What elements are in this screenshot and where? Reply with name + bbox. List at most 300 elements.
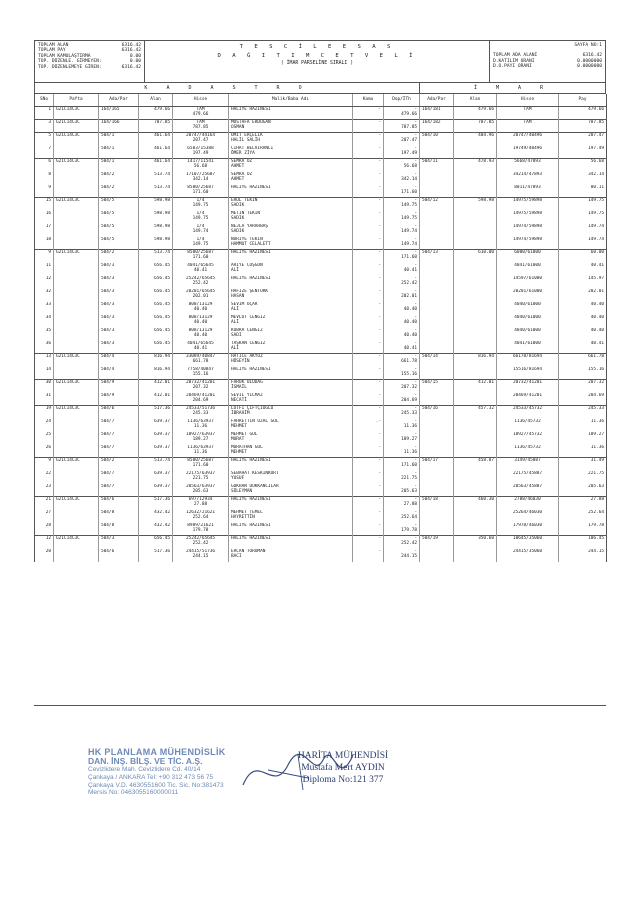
dop-value: 207.32: [401, 385, 417, 391]
cell-kamu: -: [353, 315, 384, 328]
cell-imar-hisse: 25264/46030: [497, 510, 559, 523]
hisse-area: 207.32: [192, 385, 209, 391]
cell-malik: [229, 380, 353, 393]
dop-value: 155.16: [401, 371, 417, 377]
father-name: MEHMET: [231, 449, 247, 455]
cell-empty: [454, 302, 497, 315]
cell-alan: 432.42: [139, 523, 173, 536]
cell-empty: [420, 445, 454, 458]
cell-imar-ada-parsel: 164/181: [420, 107, 454, 120]
cell-alan: 461.64: [139, 146, 173, 159]
father-name: HAYRETTİN: [231, 514, 255, 520]
owner-name: HALİYE HAZİNESİ: [231, 497, 271, 502]
cell-kamu: -: [353, 120, 384, 133]
hisse-area: 479.66: [192, 112, 209, 118]
cell-pay: 11.36: [559, 445, 607, 458]
cell-ada-parsel: 164/165: [99, 107, 139, 120]
cell-empty: [420, 419, 454, 432]
cell-sno: 28: [35, 523, 54, 536]
owner-name: EROL TEKİN: [231, 198, 258, 203]
cell-kamu: -: [353, 107, 384, 120]
owner-name: ERCAN TOROMAN: [231, 548, 266, 554]
cell-ada-parsel: 504/7: [99, 445, 139, 458]
cell-empty: [420, 367, 454, 380]
header-total-label: TOP. DÜZENLE. GİRMEYEN:: [38, 59, 102, 65]
cell-empty: [454, 484, 497, 497]
cell-sno: 9: [35, 458, 54, 471]
cell-hisse: [173, 536, 229, 549]
cell-alan: 513.74: [139, 250, 173, 263]
cell-kamu: -: [353, 289, 384, 302]
dop-dash: -: [414, 327, 417, 333]
cell-dop: [384, 419, 420, 432]
hisse-area: 149.75: [192, 203, 209, 209]
cell-pay: 197.49: [559, 146, 607, 159]
company-stamp-tax: Çankaya V.D. 4630551600 Tic. Sic. No:381473: [88, 781, 224, 789]
cell-imar-hisse: 22175/45887: [497, 471, 559, 484]
dop-dash: -: [414, 171, 417, 177]
cell-hisse: [173, 263, 229, 276]
cell-alan: 412.01: [139, 393, 173, 406]
header-total-row: [38, 65, 141, 70]
cell-sno: 9: [35, 185, 54, 198]
cell-pafta: [54, 211, 99, 224]
table-row: [35, 328, 607, 341]
owner-name: CİHAT BELVİRANLI: [231, 145, 274, 151]
hisse-fraction: 697/12934: [188, 497, 213, 502]
cell-kamu: -: [353, 198, 384, 211]
hisse-area: 787.85: [192, 125, 209, 131]
table-row: [35, 302, 607, 315]
cell-ada-parsel: 504/8: [99, 523, 139, 536]
cell-pafta: [54, 484, 99, 497]
cell-pay: 245.33: [559, 406, 607, 419]
cell-hisse: [173, 211, 229, 224]
owner-name: METİN TEKİN: [231, 210, 261, 216]
header-right-value: 6316.42: [582, 53, 602, 59]
cell-empty: [454, 224, 497, 237]
cell-ada-parsel: 504/2: [99, 250, 139, 263]
cell-hisse: [173, 224, 229, 237]
hisse-area: 27.88: [193, 502, 208, 508]
subtitle: ( İMAR PARSELİNE SIRALI ): [280, 61, 354, 66]
hisse-fraction: 1136/63937: [187, 444, 214, 450]
cell-alan: 639.37: [139, 432, 173, 445]
cell-empty: [454, 510, 497, 523]
cell-malik: [229, 471, 353, 484]
column-header: Pay: [559, 94, 607, 107]
father-name: ALİ: [231, 306, 239, 312]
cell-sno: 14: [35, 367, 54, 380]
cell-imar-hisse: 14975/59898: [497, 198, 559, 211]
cell-malik: [229, 458, 353, 471]
dop-value: 171.60: [401, 189, 417, 195]
engineer-diploma: Diploma No:121 377: [302, 775, 384, 785]
cell-ada-parsel: 504/3: [99, 289, 139, 302]
cell-pafta: G21C14C3C: [54, 354, 99, 367]
dop-dash: -: [414, 392, 417, 398]
hisse-fraction: 8580/25687: [187, 458, 214, 463]
cell-kamu: -: [353, 380, 384, 393]
cell-malik: [229, 432, 353, 445]
cell-ada-parsel: 504/5: [99, 224, 139, 237]
engineer-name: Mustafa Mert AYDIN: [301, 763, 385, 773]
dop-value: 202.01: [401, 293, 417, 299]
company-stamp-mersis: Mersis No: 0463055160000011: [88, 789, 179, 797]
cell-kamu: -: [353, 510, 384, 523]
cell-alan: 479.66: [139, 107, 173, 120]
cell-dop: [384, 445, 420, 458]
cell-pafta: [54, 224, 99, 237]
dop-value: 252.42: [401, 280, 417, 286]
cell-malik: [229, 120, 353, 133]
hisse-area: 149.75: [192, 215, 209, 221]
company-stamp-type: DAN. İNŞ. BİLŞ. VE TİC. A.Ş.: [88, 756, 203, 766]
header-total-label: TOPLAM KAMULAŞTIRMA: [38, 53, 91, 59]
cell-imar-hisse: 20563/45887: [497, 484, 559, 497]
hisse-fraction: 12632/21621: [185, 509, 216, 515]
cell-hisse: [173, 198, 229, 211]
cell-pafta: G21C14C3C: [54, 133, 99, 146]
cell-sno: 9: [35, 250, 54, 263]
cell-malik: [229, 484, 353, 497]
cell-pafta: [54, 146, 99, 159]
cell-empty: [420, 510, 454, 523]
cell-kamu: -: [353, 341, 384, 354]
cell-pafta: G21C14C3C: [54, 380, 99, 393]
cell-pay: 787.85: [559, 120, 607, 133]
cell-pafta: [54, 432, 99, 445]
cell-sno: 26: [35, 445, 54, 458]
cell-kamu: -: [353, 263, 384, 276]
hisse-fraction: 1/4: [196, 223, 205, 229]
father-name: SÜLEYMAN: [231, 488, 253, 494]
father-name: HAMMUT CELALETT: [231, 241, 271, 247]
cell-kamu: -: [353, 328, 384, 341]
cell-ada-parsel: 504/6: [99, 497, 139, 510]
cell-imar-hisse: 10645/35060: [497, 536, 559, 549]
dop-value: 179.78: [401, 527, 417, 533]
cell-alan: 598.98: [139, 237, 173, 250]
father-name: HASAN: [231, 293, 245, 299]
cell-malik: [229, 159, 353, 172]
hisse-area: 11.36: [193, 449, 208, 455]
cell-pafta: [54, 445, 99, 458]
column-header: Ada/Par: [99, 94, 139, 107]
father-name: YUSUF: [231, 475, 245, 481]
cell-malik: [229, 250, 353, 263]
cell-ada-parsel: 504/4: [99, 354, 139, 367]
dop-value: 171.60: [401, 463, 417, 469]
table-row: [35, 211, 607, 224]
cell-imar-hisse: 19749/40496: [497, 146, 559, 159]
header-right-totals: [490, 41, 605, 82]
cell-kamu: -: [353, 523, 384, 536]
cell-malik: [229, 263, 353, 276]
cell-hisse: [173, 250, 229, 263]
dop-value: 197.49: [401, 150, 417, 156]
cell-kamu: -: [353, 367, 384, 380]
cell-dop: [384, 198, 420, 211]
cell-dop: [384, 107, 420, 120]
cell-empty: [454, 341, 497, 354]
cell-malik: [229, 198, 353, 211]
section-kadastro: K A D A S T R O: [35, 83, 420, 93]
hisse-fraction: 24533/51736: [185, 406, 216, 411]
header-right-row: [493, 64, 602, 69]
cell-sno: 22: [35, 471, 54, 484]
header-right-label: D.KATILIM ORANI: [493, 58, 535, 64]
cell-sno: 11: [35, 263, 54, 276]
hisse-fraction: 1417/11541: [187, 159, 214, 164]
header-total-label: TOPLAM ALAN: [38, 43, 69, 48]
cell-malik: [229, 276, 353, 289]
cell-empty: [420, 211, 454, 224]
cell-alan: 517.36: [139, 497, 173, 510]
cell-pay: 149.74: [559, 224, 607, 237]
section-imar: İ M A R: [473, 85, 552, 91]
father-name: SADI: [231, 332, 242, 338]
cell-alan: 639.37: [139, 484, 173, 497]
cell-kamu: -: [353, 393, 384, 406]
cell-imar-hisse: TAM: [497, 107, 559, 120]
cell-hisse: [173, 146, 229, 159]
dop-value: 40.41: [403, 345, 417, 351]
cell-hisse: [173, 471, 229, 484]
cell-imar-hisse: 14975/59898: [497, 211, 559, 224]
column-header: Hisse: [497, 94, 559, 107]
cell-alan: 656.45: [139, 341, 173, 354]
father-name: AHMET: [231, 176, 245, 182]
dop-value: 149.74: [401, 228, 417, 234]
owner-name: MUSTAFA ERDOĞAN: [231, 120, 271, 125]
dop-dash: -: [414, 536, 417, 541]
cell-alan: 656.45: [139, 302, 173, 315]
cell-empty: [420, 328, 454, 341]
hisse-fraction: 8580/25687: [187, 184, 214, 190]
cell-kamu: -: [353, 302, 384, 315]
hisse-area: 661.78: [192, 359, 209, 365]
engineer-stamp: [278, 750, 408, 786]
cell-empty: [420, 432, 454, 445]
cell-alan: 513.74: [139, 458, 173, 471]
cell-hisse: [173, 302, 229, 315]
hisse-area: 179.78: [192, 527, 209, 533]
cell-imar-hisse: 24415/35060: [497, 549, 559, 562]
father-name: SADIK: [231, 228, 245, 234]
cell-imar-hisse: 18927/45732: [497, 432, 559, 445]
cell-sno: 8: [35, 172, 54, 185]
hisse-fraction: 4041/65645: [187, 340, 214, 346]
hisse-fraction: 33089/40847: [185, 354, 216, 359]
cell-dop: [384, 497, 420, 510]
owner-name: HALİYE HAZİNESİ: [231, 107, 271, 112]
cell-sno: 5: [35, 133, 54, 146]
cell-hisse: [173, 432, 229, 445]
cell-sno: 33: [35, 302, 54, 315]
cell-pay: 661.78: [559, 354, 607, 367]
cell-malik: [229, 510, 353, 523]
page-number: SAYFA NO:1: [574, 43, 602, 48]
cell-malik: [229, 406, 353, 419]
cell-pay: 189.27: [559, 432, 607, 445]
cell-imar-hisse: 3149/45887: [497, 458, 559, 471]
table-row: [35, 146, 607, 159]
cell-sno: 32: [35, 289, 54, 302]
hisse-fraction: 1/4: [196, 210, 205, 216]
cell-kamu: -: [353, 484, 384, 497]
table-row: [35, 185, 607, 198]
cell-alan: 656.45: [139, 315, 173, 328]
header-total-value: 6316.42: [121, 64, 141, 70]
cell-kamu: -: [353, 354, 384, 367]
cell-imar-hisse: 4040/61000: [497, 302, 559, 315]
cell-pay: 149.74: [559, 237, 607, 250]
cell-alan: 656.45: [139, 289, 173, 302]
cell-hisse: [173, 393, 229, 406]
table-row: [35, 393, 607, 406]
cell-ada-parsel: 164/166: [99, 120, 139, 133]
cell-dop: [384, 484, 420, 497]
cell-pay: 60.00: [559, 250, 607, 263]
cell-dop: [384, 263, 420, 276]
header-left-totals: [35, 41, 145, 82]
cell-imar-hisse: 4040/61000: [497, 315, 559, 328]
table-row: [35, 172, 607, 185]
cell-alan: 598.98: [139, 224, 173, 237]
table-row: [35, 445, 607, 458]
cell-malik: [229, 393, 353, 406]
column-header: Pafta: [54, 94, 99, 107]
cell-ada-parsel: 504/3: [99, 536, 139, 549]
dop-dash: -: [414, 275, 417, 281]
cell-alan: 656.45: [139, 328, 173, 341]
cell-imar-hisse: 4040/61000: [497, 328, 559, 341]
hisse-fraction: 24415/51736: [185, 548, 216, 554]
cell-hisse: [173, 380, 229, 393]
cell-imar-hisse: 1136/45732: [497, 419, 559, 432]
hisse-area: 189.27: [192, 436, 209, 442]
cell-empty: [454, 263, 497, 276]
cell-pay: 40.40: [559, 315, 607, 328]
cell-pafta: [54, 549, 99, 562]
cell-sno: 6: [35, 159, 54, 172]
distribution-table: [34, 94, 607, 562]
cell-pay: 204.69: [559, 393, 607, 406]
table-row: [35, 224, 607, 237]
cell-sno: 21: [35, 497, 54, 510]
dop-dash: -: [414, 380, 417, 385]
table-row: [35, 510, 607, 523]
cell-empty: [420, 224, 454, 237]
cell-ada-parsel: 504/7: [99, 484, 139, 497]
section-header: [34, 83, 606, 94]
table-row: [35, 354, 607, 367]
cell-alan: 787.85: [139, 120, 173, 133]
owner-name: ÜMİT ERÇELİK: [231, 133, 263, 138]
hisse-fraction: 18927/63937: [185, 431, 216, 437]
dop-value: 189.27: [401, 436, 417, 442]
cell-ada-parsel: 504/9: [99, 380, 139, 393]
cell-pay: 40.41: [559, 341, 607, 354]
hisse-area: 244.15: [192, 553, 209, 559]
cell-pay: 342.14: [559, 172, 607, 185]
hisse-fraction: TAM: [196, 120, 205, 125]
cell-sno: 25: [35, 432, 54, 445]
cell-alan: 816.94: [139, 354, 173, 367]
owner-name: SEVİM UÇAR: [231, 301, 258, 307]
hisse-fraction: 808/13129: [188, 327, 213, 333]
dop-dash: -: [414, 354, 417, 359]
cell-pay: 205.63: [559, 484, 607, 497]
cell-empty: [420, 276, 454, 289]
cell-hisse: [173, 497, 229, 510]
cell-dop: [384, 185, 420, 198]
hisse-fraction: 1/4: [196, 198, 205, 203]
dop-dash: -: [414, 210, 417, 216]
cell-pafta: [54, 510, 99, 523]
column-header: Hisse: [173, 94, 229, 107]
hisse-area: 221.75: [192, 475, 209, 481]
table-row: [35, 133, 607, 146]
cell-hisse: [173, 237, 229, 250]
cell-ada-parsel: 504/5: [99, 211, 139, 224]
dop-dash: -: [414, 301, 417, 307]
cell-malik: [229, 328, 353, 341]
cell-empty: [454, 289, 497, 302]
cell-imar-hisse: 66178/81694: [497, 354, 559, 367]
cell-empty: [454, 172, 497, 185]
cell-hisse: [173, 354, 229, 367]
cell-imar-hisse: 1136/45732: [497, 445, 559, 458]
cell-hisse: [173, 159, 229, 172]
dop-dash: -: [414, 444, 417, 450]
father-name: ALİ: [231, 345, 239, 351]
cell-hisse: [173, 510, 229, 523]
cell-imar-ada-parsel: 504/14: [420, 354, 454, 367]
cell-imar-hisse: 20469/41201: [497, 393, 559, 406]
dop-dash: -: [414, 133, 417, 138]
table-row: [35, 289, 607, 302]
cell-sno: 13: [35, 354, 54, 367]
hisse-fraction: 1/4: [196, 236, 205, 242]
table-row: [35, 315, 607, 328]
cell-imar-alan: 412.01: [454, 380, 497, 393]
cell-pafta: G21C14C3C: [54, 159, 99, 172]
owner-name: FARUK ULUDAĞ: [231, 380, 263, 385]
cell-sno: 24: [35, 419, 54, 432]
hisse-fraction: 808/13129: [188, 301, 213, 307]
cell-dop: [384, 341, 420, 354]
cell-malik: [229, 133, 353, 146]
owner-name: GÖKHAN DUKKANCILAR: [231, 483, 279, 489]
cell-pafta: [54, 315, 99, 328]
hisse-area: 149.74: [192, 228, 209, 234]
cell-empty: [420, 302, 454, 315]
cell-kamu: -: [353, 549, 384, 562]
cell-hisse: [173, 549, 229, 562]
cell-hisse: [173, 341, 229, 354]
cell-imar-alan: 479.66: [454, 107, 497, 120]
cell-pafta: [54, 393, 99, 406]
cell-pay: 155.16: [559, 367, 607, 380]
cell-imar-ada-parsel: 504/12: [420, 198, 454, 211]
cell-pafta: [54, 172, 99, 185]
dop-value: 149.75: [401, 215, 417, 221]
cell-imar-ada-parsel: 504/17: [420, 458, 454, 471]
cell-malik: [229, 367, 353, 380]
cell-sno: 12: [35, 536, 54, 549]
